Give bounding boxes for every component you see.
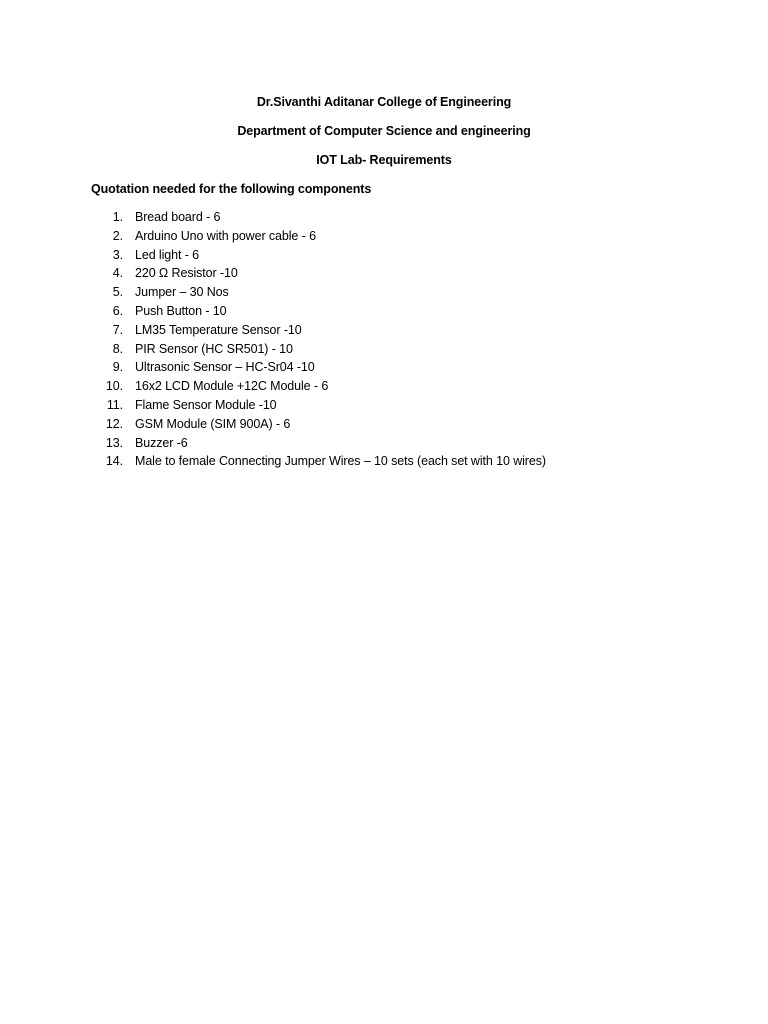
list-item-text: LM35 Temperature Sensor -10 (135, 322, 302, 337)
list-item-number: 5. (112, 285, 123, 300)
list-item-number: 14. (105, 454, 123, 469)
list-item-text: Arduino Uno with power cable - 6 (135, 228, 316, 243)
list-item-number: 9. (112, 360, 123, 375)
list-item-text: Jumper – 30 Nos (135, 285, 229, 300)
list-item-text: PIR Sensor (HC SR501) - 10 (135, 341, 293, 356)
list-item-text: GSM Module (SIM 900A) - 6 (135, 416, 291, 431)
list-item (0, 453, 768, 472)
college-name-heading: Dr.Sivanthi Aditanar College of Engineering (256, 95, 512, 109)
list-item (0, 228, 768, 247)
document-title: IOT Lab- Requirements (316, 153, 452, 167)
list-item-number: 12. (105, 416, 123, 431)
list-item-number: 4. (112, 266, 123, 281)
list-item-number: 2. (112, 228, 123, 243)
list-item-number: 7. (112, 322, 123, 337)
list-item (0, 209, 768, 228)
list-item-text: 220 Ω Resistor -10 (135, 266, 238, 281)
list-item (0, 303, 768, 322)
list-item-text: Ultrasonic Sensor – HC-Sr04 -10 (135, 360, 315, 375)
list-item (0, 341, 768, 360)
list-item-number: 1. (112, 210, 123, 224)
list-item (0, 265, 768, 284)
quotation-intro: Quotation needed for the following components (91, 182, 372, 196)
list-item (0, 322, 768, 341)
department-heading: Department of Computer Science and engineering (237, 124, 531, 138)
list-item (0, 397, 768, 416)
list-item (0, 359, 768, 378)
list-item-text: Led light - 6 (135, 247, 200, 262)
list-item (0, 435, 768, 454)
list-item-text: Push Button - 10 (135, 303, 227, 318)
list-item-text: Flame Sensor Module -10 (135, 397, 277, 412)
list-item-number: 3. (112, 247, 123, 262)
list-item-text: 16x2 LCD Module +12C Module - 6 (135, 379, 329, 394)
list-item-text: Male to female Connecting Jumper Wires – 10 sets (each set with 10 wires) (135, 454, 546, 469)
list-item-number: 10. (105, 379, 123, 394)
component-list (0, 209, 768, 472)
list-item-number: 13. (105, 435, 123, 450)
list-item (0, 378, 768, 397)
list-item-number: 8. (112, 341, 123, 356)
list-item (0, 247, 768, 266)
list-item-number: 11. (106, 397, 123, 412)
list-item-number: 6. (112, 303, 123, 318)
list-item (0, 284, 768, 303)
list-item-text: Buzzer -6 (135, 435, 188, 450)
list-item-text: Bread board - 6 (135, 210, 221, 224)
list-item (0, 416, 768, 435)
